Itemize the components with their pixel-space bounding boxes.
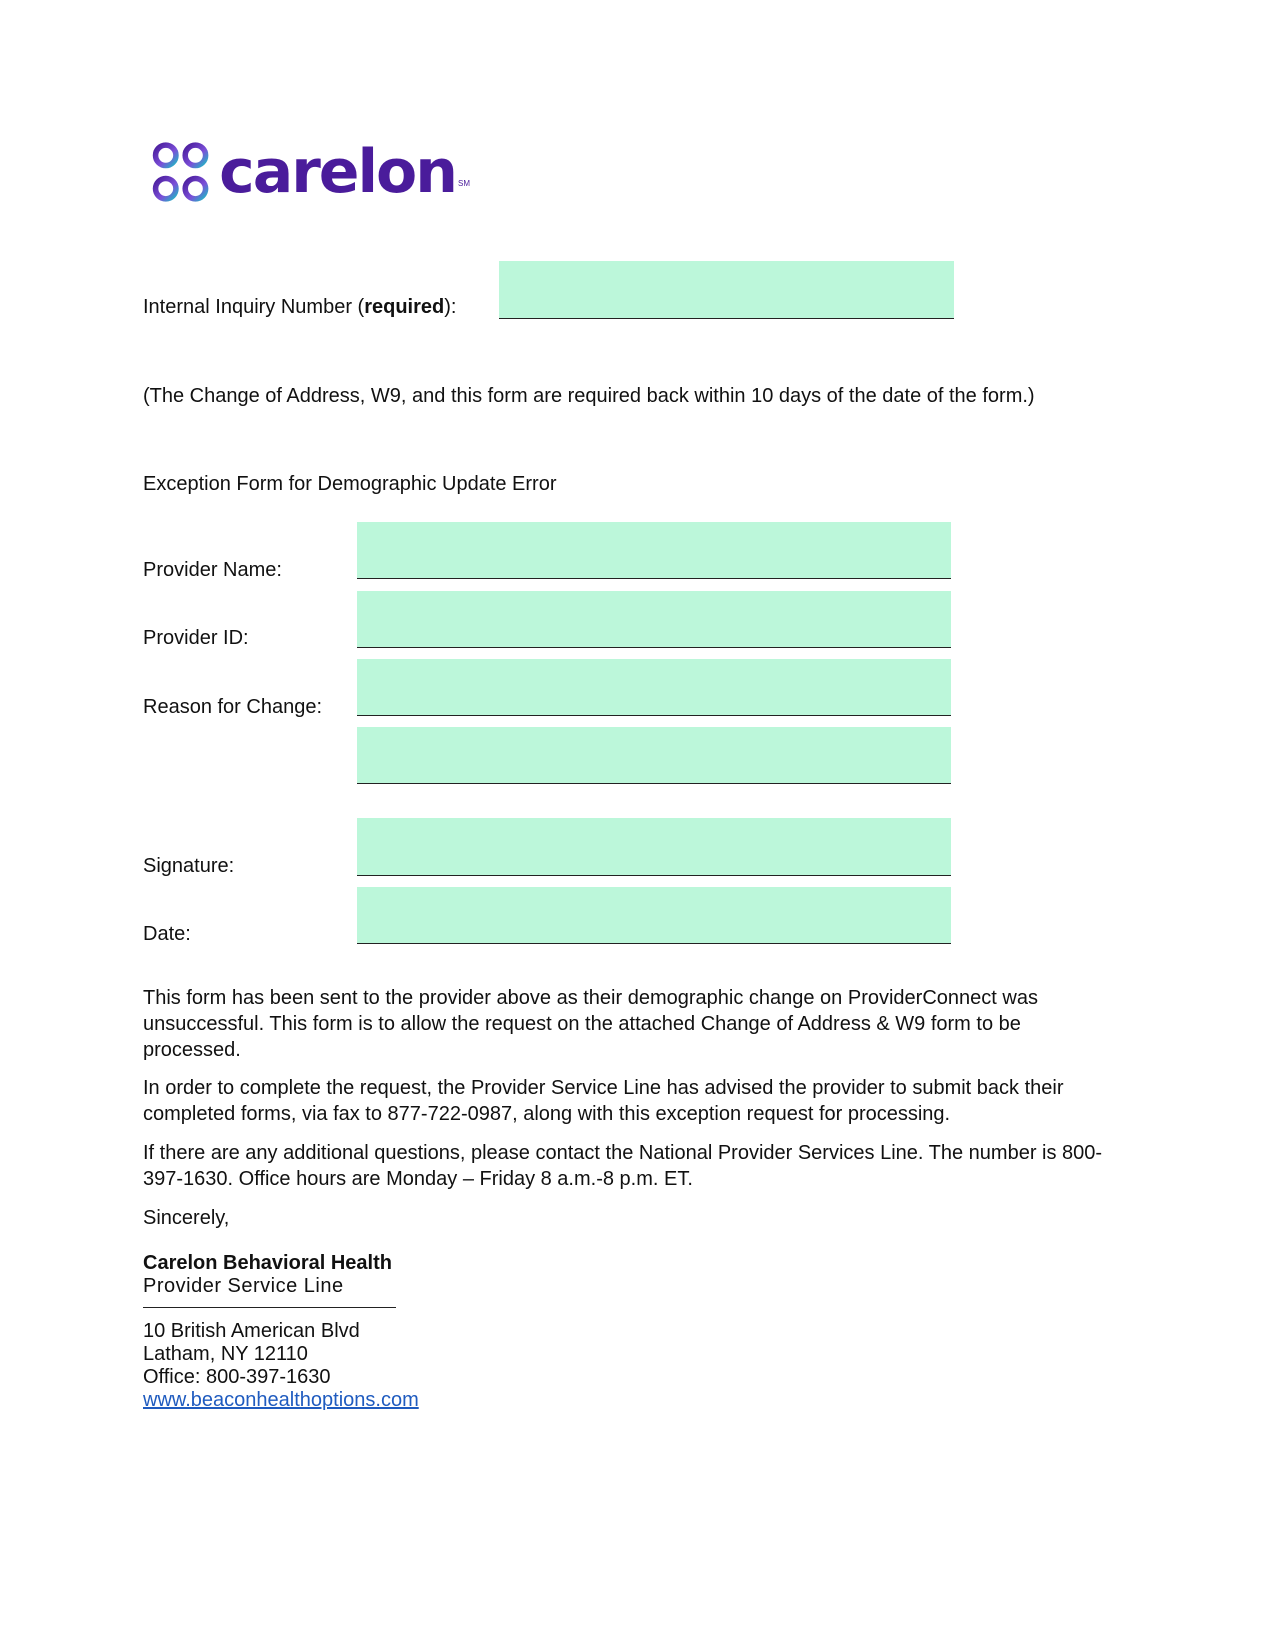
closing: Sincerely, xyxy=(143,1207,230,1229)
website-link[interactable]: www.beaconhealthoptions.com xyxy=(143,1389,419,1411)
inquiry-number-field[interactable] xyxy=(499,261,954,319)
form-title: Exception Form for Demographic Update Error xyxy=(143,473,557,495)
provider-name-field[interactable] xyxy=(357,522,951,579)
carelon-logo xyxy=(150,132,470,212)
provider-id-label: Provider ID: xyxy=(143,627,249,649)
inquiry-label-required: required xyxy=(364,296,445,318)
office-phone: Office: 800-397-1630 xyxy=(143,1366,331,1388)
logo-wordmark: carelon xyxy=(219,137,456,207)
inquiry-label xyxy=(143,296,456,319)
reason-label: Reason for Change: xyxy=(143,696,323,718)
address-line1: 10 British American Blvd xyxy=(143,1320,360,1342)
signature-dept: Provider Service Line xyxy=(143,1275,344,1297)
reason-field-line1[interactable] xyxy=(357,659,951,716)
notice-text: (The Change of Address, W9, and this form are required back within 10 days of the date of the form.) xyxy=(143,385,1035,407)
date-field[interactable] xyxy=(357,887,951,944)
signature-divider xyxy=(143,1307,396,1308)
reason-field-line2[interactable] xyxy=(357,727,951,784)
date-label: Date: xyxy=(143,923,191,945)
signature-field[interactable] xyxy=(357,818,951,876)
logo-service-mark: SM xyxy=(458,179,470,188)
address-block xyxy=(143,1320,419,1412)
paragraph-2: In order to complete the request, the Provider Service Line has advised the provider to submit back their completed forms, via fax to 877-722-0987, along with this exception request for processing. xyxy=(143,1077,1064,1125)
carelon-logo-icon xyxy=(150,137,211,207)
inquiry-label-suffix: ): xyxy=(444,296,457,318)
paragraph-3: If there are any additional questions, please contact the National Provider Services Line. The number is 800-397-1630. Office hours are Monday – Friday 8 a.m.-8 p.m. ET. xyxy=(143,1142,1103,1190)
paragraph-1: This form has been sent to the provider above as their demographic change on ProviderConnect was unsuccessful. This form is to allow the request on the attached Change of Address & W9 form to be processed. xyxy=(143,987,1038,1061)
provider-id-field[interactable] xyxy=(357,591,951,648)
signature-label: Signature: xyxy=(143,855,235,877)
signature-org: Carelon Behavioral Health xyxy=(143,1252,392,1274)
provider-name-label: Provider Name: xyxy=(143,559,282,581)
inquiry-label-prefix: Internal Inquiry Number ( xyxy=(143,296,365,318)
address-line2: Latham, NY 12110 xyxy=(143,1343,308,1365)
